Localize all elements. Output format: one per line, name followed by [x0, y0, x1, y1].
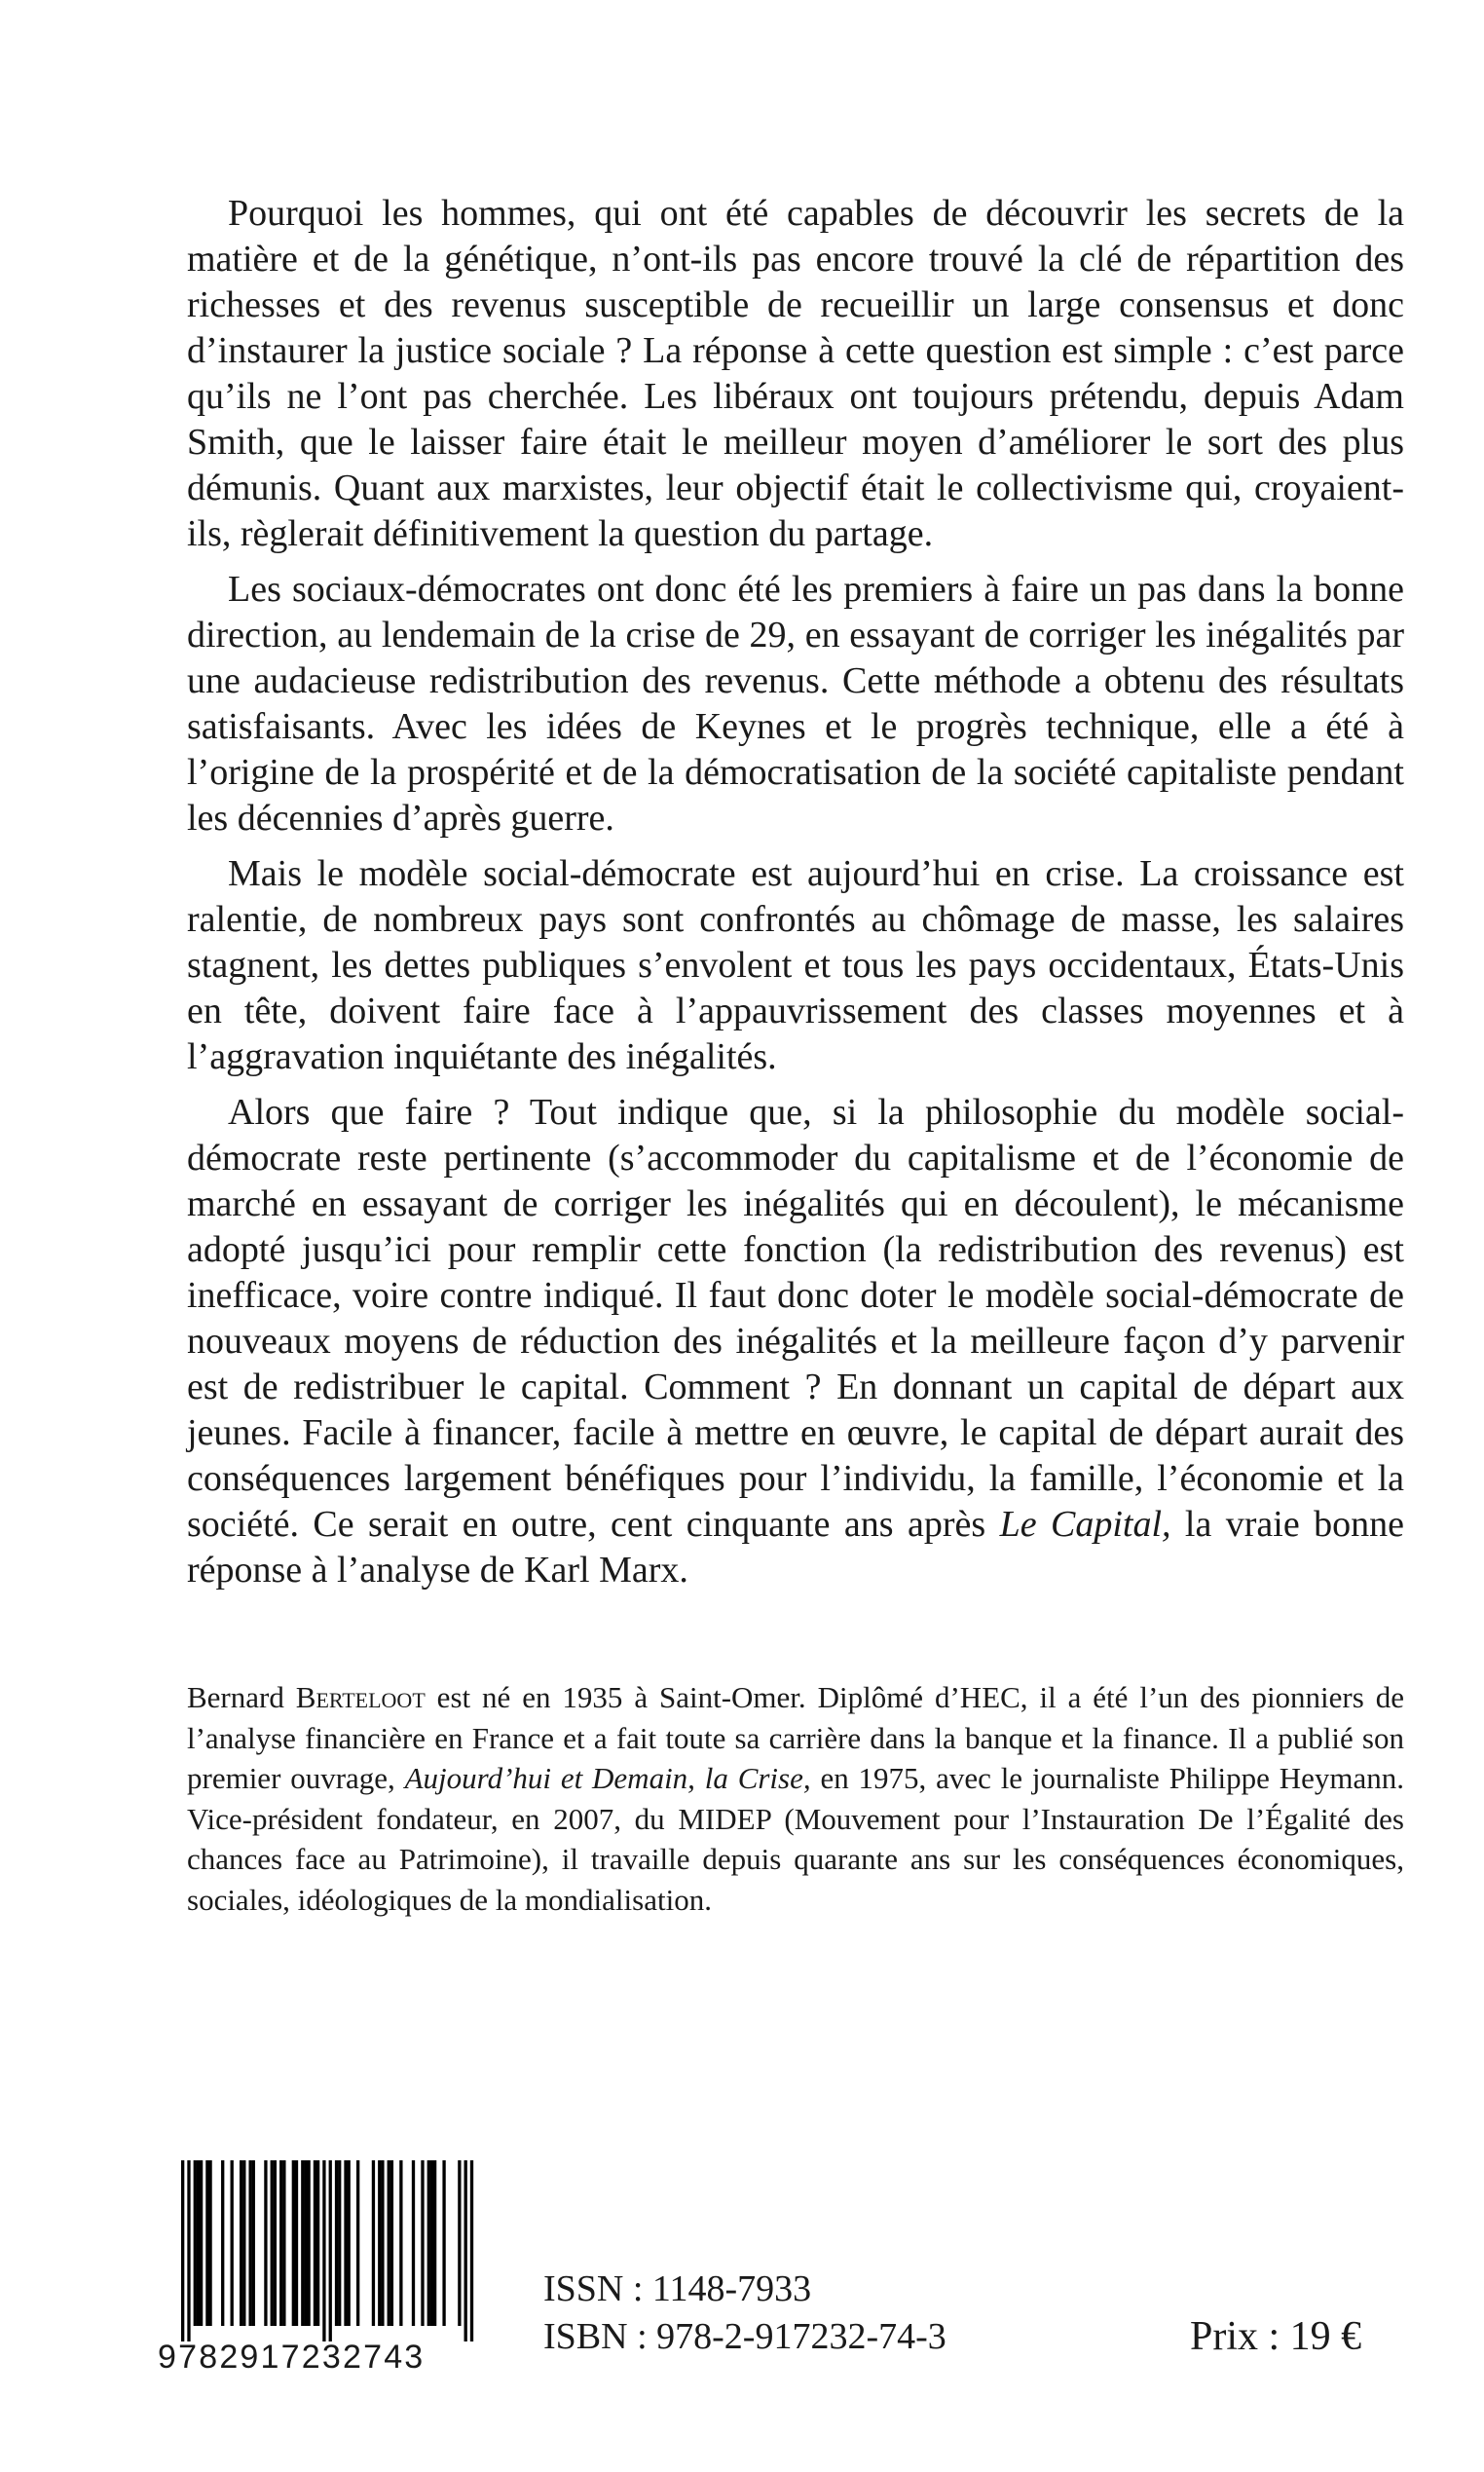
author-first-name: Bernard	[187, 1680, 296, 1714]
barcode-bar	[348, 2160, 351, 2326]
barcode-bar	[181, 2160, 184, 2341]
barcode-bar	[187, 2160, 190, 2341]
barcode-bar	[356, 2160, 359, 2326]
blurb-text: Alors que faire ? Tout indique que, si la philosophie du modèle social-démocrate reste pertinente (s’accommoder du capitalisme et de l’économie de marché en essayant de corriger les inégalités qui en découlent), le mécanisme adopté jusqu’ici pour remplir cette fonction (la redistribution des revenus) est inefficace, voire contre indiqué. Il faut donc doter le modèle social-démocrate de nouveaux moyens de réduction des inégalités et la meilleure façon d’y parvenir est de redistribuer le capital. Comment ? En donnant un capital de départ aux jeunes. Facile à financer, facile à mettre en œuvre, le capital de départ aurait des conséquences largement bénéfiques pour l’individu, la famille, l’économie et la société. Ce serait en outre, cent cinquante ans après	[187, 1092, 1404, 1545]
barcode-bar	[378, 2160, 381, 2326]
book-title-first-work: Aujourd’hui et Demain, la Crise,	[404, 1761, 811, 1795]
author-last-name: Berteloot	[295, 1680, 426, 1714]
blurb-paragraph: Mais le modèle social-démocrate est aujourd’hui en crise. La croissance est ralentie, de nombreux pays sont confrontés au chômage de masse, les salaires stagnent, les dettes publiques s’envolent et tous les pays occidentaux, États-Unis en tête, doivent faire face à l’appauvrissement des classes moyennes et à l’aggravation inquiétante des inégalités.	[187, 853, 1404, 1077]
barcode-bar	[381, 2160, 384, 2326]
barcode-bar	[231, 2160, 234, 2326]
barcode-bar	[274, 2160, 277, 2326]
barcode-bar	[221, 2160, 224, 2326]
barcode-bar	[399, 2160, 402, 2326]
barcode-bar	[205, 2160, 208, 2326]
barcode-bar	[279, 2160, 282, 2326]
identifiers	[543, 2266, 946, 2361]
barcode-bar	[464, 2160, 467, 2341]
barcode-bar	[264, 2160, 267, 2326]
barcode-bar	[295, 2160, 298, 2326]
barcode-bar	[390, 2160, 393, 2326]
book-title-le-capital: Le Capital,	[999, 1504, 1171, 1545]
barcode-bar	[316, 2160, 319, 2326]
barcode-bar	[338, 2160, 341, 2326]
barcode-bar	[304, 2160, 307, 2326]
barcode-bar	[335, 2160, 338, 2326]
barcode-bar	[412, 2160, 415, 2326]
barcode-bar	[421, 2160, 424, 2326]
blurb-text: la vraie bonne réponse à l’analyse de Karl Marx.	[187, 1504, 1405, 1591]
barcode-bar	[240, 2160, 242, 2326]
barcode-bar	[248, 2160, 251, 2326]
barcode-bars	[158, 2160, 479, 2341]
barcode-bar	[458, 2160, 461, 2326]
barcode-bar	[344, 2160, 347, 2326]
barcode-bar	[388, 2160, 390, 2326]
barcode-bar	[271, 2160, 274, 2326]
author-bio	[187, 1677, 1404, 1920]
barcode-bar	[314, 2160, 316, 2326]
barcode-bar	[427, 2160, 430, 2326]
barcode-bar	[252, 2160, 255, 2326]
barcode-bar	[442, 2160, 445, 2326]
blurb-paragraph-last	[187, 1090, 1404, 1593]
barcode-bar	[208, 2160, 211, 2326]
barcode-bar	[200, 2160, 203, 2326]
barcode-bar	[282, 2160, 285, 2326]
blurb-paragraph: Pourquoi les hommes, qui ont été capables de découvrir les secrets de la matière et de la génétique, n’ont-ils pas encore trouvé la clé de répartition des richesses et des revenus susceptible de recueillir un large consensus et donc d’instaurer la justice sociale ? La réponse à cette question est simple : c’est parce qu’ils ne l’ont pas cherchée. Les libéraux ont toujours prétendu, depuis Adam Smith, que le laisser faire était le meilleur moyen d’améliorer le sort des plus démunis. Quant aux marxistes, leur objectif était le collectivisme qui, croyaient-ils, règlerait définitivement la question du partage.	[187, 193, 1404, 554]
bio-text: en 1975, avec le journaliste Philippe Heymann. Vice-président fondateur, en 2007, du MIDEP (Mouvement pour l’Instauration De l’Égalité des chances face au Patrimoine), il travaille depuis quarante ans sur les conséquences économiques, sociales, idéologiques de la mondialisation.	[187, 1761, 1404, 1917]
issn-number: ISSN : 1148-7933	[543, 2268, 812, 2309]
barcode-bar	[322, 2160, 325, 2341]
barcode-bar	[242, 2160, 245, 2326]
barcode-bar	[372, 2160, 375, 2326]
isbn-barcode	[158, 2160, 479, 2376]
barcode-bar	[194, 2160, 197, 2326]
barcode-bar	[329, 2160, 332, 2341]
isbn-number: ISBN : 978-2-917232-74-3	[543, 2316, 946, 2357]
barcode-bar	[292, 2160, 295, 2326]
barcode-digits: 9782917232743	[158, 2339, 426, 2376]
barcode-bar	[470, 2160, 473, 2341]
back-cover-blurb	[187, 191, 1404, 1603]
barcode-bar	[301, 2160, 304, 2326]
bio-text: est né en 1935 à Saint-Omer. Diplômé d’HEC, il a été l’un des pionniers de l’analyse financière en France et a fait toute sa carrière dans la banque et la finance. Il a publié son premier ouvrage,	[187, 1680, 1404, 1795]
barcode-bar	[433, 2160, 436, 2326]
price-label: Prix : 19 €	[1190, 2314, 1362, 2359]
barcode-bar	[197, 2160, 200, 2326]
barcode-bar	[430, 2160, 433, 2326]
blurb-paragraph: Les sociaux-démocrates ont donc été les premiers à faire un pas dans la bonne direction, au lendemain de la crise de 29, en essayant de corriger les inégalités par une audacieuse redistribution des revenus. Cette méthode a obtenu des résultats satisfaisants. Avec les idées de Keynes et le progrès technique, elle a été à l’origine de la prospérité et de la démocratisation de la société capitaliste pendant les décennies d’après guerre.	[187, 569, 1404, 839]
barcode-bar	[307, 2160, 310, 2326]
author-bio-paragraph	[187, 1677, 1404, 1920]
